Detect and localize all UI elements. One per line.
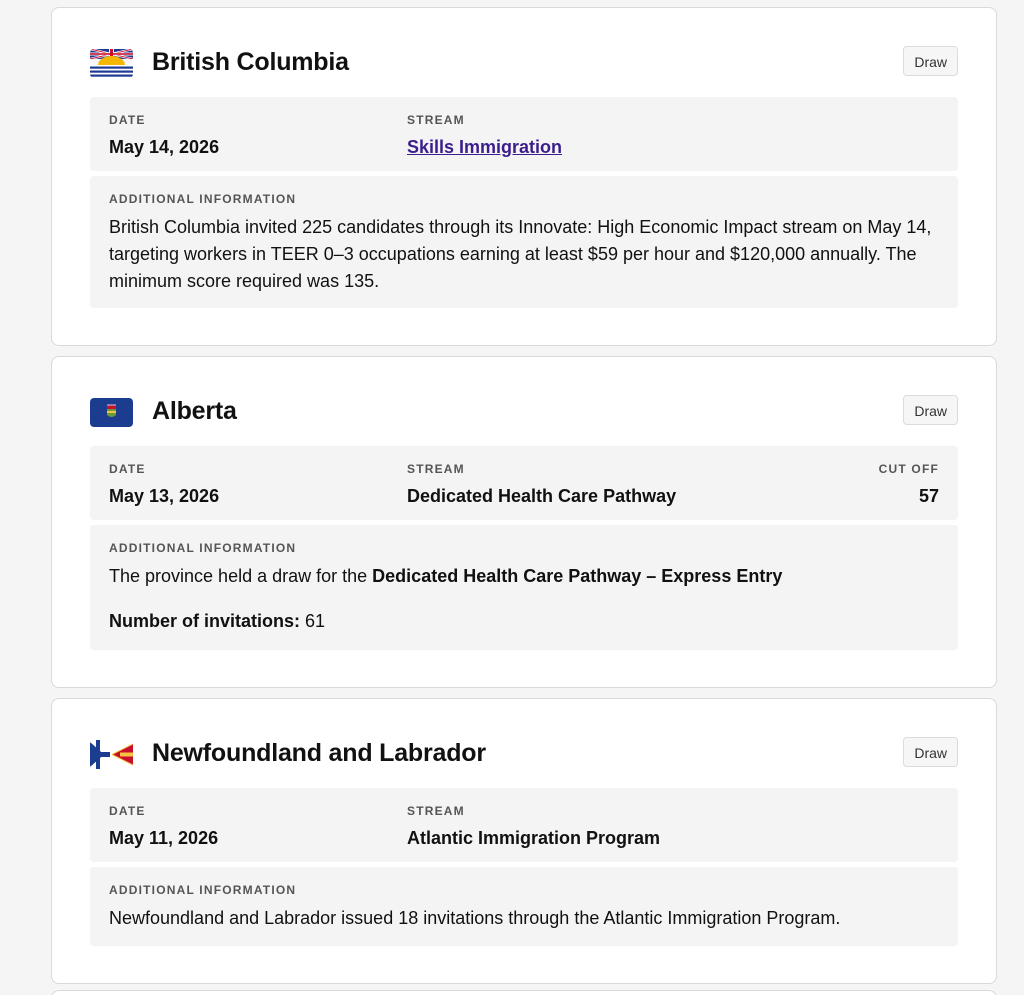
draw-details (90, 446, 958, 520)
stream-value (407, 136, 562, 158)
additional-info (90, 176, 958, 308)
draw-card-british-columbia (51, 7, 997, 346)
province-name: Alberta (152, 397, 237, 425)
cutoff-column (879, 462, 939, 507)
info-stream-name: Dedicated Health Care Pathway – Express Entry (372, 566, 783, 586)
cutoff-label: CUT OFF (878, 462, 939, 476)
date-label: DATE (109, 804, 146, 818)
date-column (109, 462, 219, 507)
stream-label: STREAM (407, 113, 465, 127)
additional-info-text: Newfoundland and Labrador issued 18 invitations through the Atlantic Immigration Program. (109, 908, 841, 928)
draw-card-newfoundland-labrador (51, 698, 997, 984)
stream-column (407, 113, 562, 158)
stream-link[interactable]: Skills Immigration (407, 137, 563, 157)
draw-date: May 13, 2026 (109, 486, 220, 506)
stream-label: STREAM (407, 804, 465, 818)
additional-info (90, 867, 958, 946)
draw-card-alberta (51, 356, 997, 688)
draw-details (90, 97, 958, 171)
newfoundland-labrador-flag-icon (90, 740, 133, 769)
next-card-edge (51, 990, 997, 995)
draw-badge: Draw (903, 395, 958, 425)
invitations-line (109, 608, 939, 635)
draw-date: May 11, 2026 (109, 828, 219, 848)
additional-info (90, 525, 958, 650)
draw-badge: Draw (903, 737, 958, 767)
stream-column (407, 462, 676, 507)
province-name: British Columbia (152, 48, 349, 76)
province-name: Newfoundland and Labrador (152, 739, 486, 767)
additional-info-label: ADDITIONAL INFORMATION (109, 541, 297, 555)
card-header (90, 46, 958, 78)
additional-info-text (109, 563, 939, 590)
stream-value: Atlantic Immigration Program (407, 828, 661, 848)
date-column (109, 804, 218, 849)
alberta-flag-icon (90, 398, 133, 427)
date-label: DATE (109, 462, 146, 476)
date-column (109, 113, 219, 158)
card-header (90, 737, 958, 769)
cutoff-value: 57 (918, 486, 939, 506)
stream-column (407, 804, 660, 849)
additional-info-label: ADDITIONAL INFORMATION (109, 192, 297, 206)
additional-info-label: ADDITIONAL INFORMATION (109, 883, 297, 897)
draw-badge: Draw (903, 46, 958, 76)
draw-date: May 14, 2026 (109, 137, 220, 157)
stream-value: Dedicated Health Care Pathway (407, 486, 677, 506)
stream-label: STREAM (407, 462, 465, 476)
info-prefix: The province held a draw for the (109, 566, 368, 586)
card-header (90, 395, 958, 427)
date-label: DATE (109, 113, 146, 127)
additional-info-text: British Columbia invited 225 candidates through its Innovate: High Economic Impact stream on May 14, targeting workers in TEER 0–3 occupations earning at least $59 per hour and $120,000 annually. The minimum score required was 135. (109, 217, 932, 291)
draw-details (90, 788, 958, 862)
invitations-label: Number of invitations: (109, 611, 301, 631)
invitations-value: 61 (305, 611, 326, 631)
british-columbia-flag-icon (90, 49, 133, 78)
